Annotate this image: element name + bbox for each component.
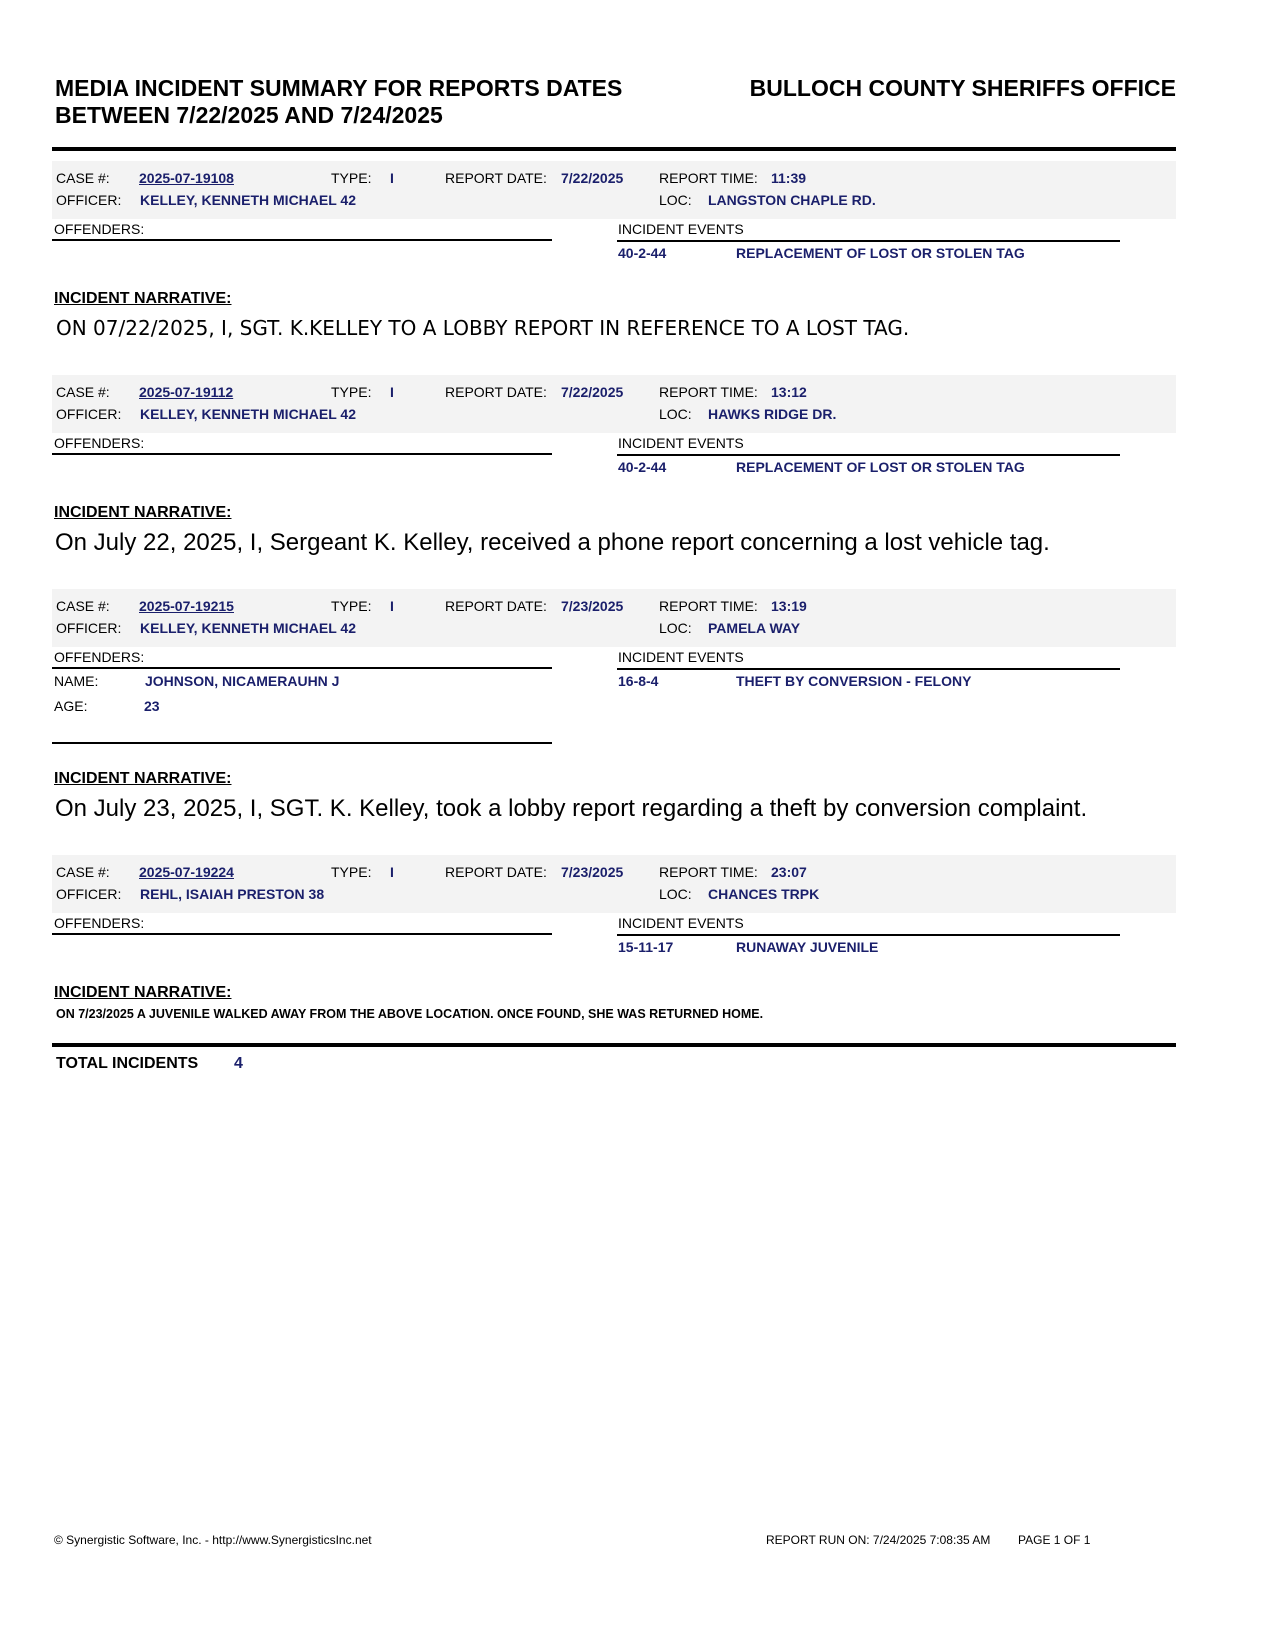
loc-label: LOC: xyxy=(659,192,692,208)
event-description: THEFT BY CONVERSION - FELONY xyxy=(736,673,972,689)
case-label: CASE #: xyxy=(56,598,110,614)
type-label: TYPE: xyxy=(331,384,372,400)
report-date-value: 7/22/2025 xyxy=(561,170,624,186)
officer-value: KELLEY, KENNETH MICHAEL 42 xyxy=(140,192,356,208)
officer-label: OFFICER: xyxy=(56,406,122,422)
narrative-text: ON 7/23/2025 A JUVENILE WALKED AWAY FROM THE ABOVE LOCATION. ONCE FOUND, SHE WAS RETURNED HOME. xyxy=(56,1007,764,1021)
report-title-line2: BETWEEN 7/22/2025 AND 7/24/2025 xyxy=(55,102,443,128)
type-value: I xyxy=(390,170,394,186)
narrative-heading: INCIDENT NARRATIVE: xyxy=(54,984,232,1001)
offenders-rule xyxy=(52,239,552,241)
narrative-text: On July 23, 2025, I, SGT. K. Kelley, took a lobby report regarding a theft by conversion complaint. xyxy=(55,795,1088,822)
officer-value: KELLEY, KENNETH MICHAEL 42 xyxy=(140,620,356,636)
report-time-value: 11:39 xyxy=(771,170,807,186)
case-number-link[interactable]: 2025-07-19215 xyxy=(139,598,234,614)
event-code: 16-8-4 xyxy=(618,673,659,689)
narrative-heading: INCIDENT NARRATIVE: xyxy=(54,770,232,787)
report-title xyxy=(55,75,622,129)
report-time-value: 13:19 xyxy=(771,598,807,614)
offenders-rule xyxy=(52,453,552,455)
loc-value: HAWKS RIDGE DR. xyxy=(708,406,837,422)
event-description: REPLACEMENT OF LOST OR STOLEN TAG xyxy=(736,459,1025,475)
offenders-rule xyxy=(52,933,552,935)
case-number-link[interactable]: 2025-07-19108 xyxy=(139,170,234,186)
officer-label: OFFICER: xyxy=(56,192,122,208)
summary-divider xyxy=(52,1043,1176,1047)
report-date-label: REPORT DATE: xyxy=(445,170,547,186)
case-label: CASE #: xyxy=(56,864,110,880)
report-date-label: REPORT DATE: xyxy=(445,384,547,400)
loc-label: LOC: xyxy=(659,886,692,902)
footer-report-run: REPORT RUN ON: 7/24/2025 7:08:35 AM xyxy=(766,1533,991,1547)
report-time-value: 23:07 xyxy=(771,864,807,880)
report-time-label: REPORT TIME: xyxy=(659,170,758,186)
offender-age-value: 23 xyxy=(144,698,160,714)
loc-label: LOC: xyxy=(659,406,692,422)
total-incidents-value: 4 xyxy=(234,1055,243,1072)
offenders-label: OFFENDERS: xyxy=(54,435,145,451)
offenders-label: OFFENDERS: xyxy=(54,649,145,665)
total-incidents-label: TOTAL INCIDENTS xyxy=(56,1055,199,1072)
report-date-label: REPORT DATE: xyxy=(445,598,547,614)
organization-name: BULLOCH COUNTY SHERIFFS OFFICE xyxy=(749,75,1176,101)
loc-value: PAMELA WAY xyxy=(708,620,801,636)
offenders-rule xyxy=(52,667,552,669)
footer-page-number: PAGE 1 OF 1 xyxy=(1018,1533,1091,1547)
narrative-text: On July 22, 2025, I, Sergeant K. Kelley, received a phone report concerning a lost vehicle tag. xyxy=(55,529,1050,556)
loc-value: LANGSTON CHAPLE RD. xyxy=(708,192,876,208)
incident-events-label: INCIDENT EVENTS xyxy=(618,649,744,665)
loc-value: CHANCES TRPK xyxy=(708,886,820,902)
incident-events-rule xyxy=(617,934,1120,936)
report-time-value: 13:12 xyxy=(771,384,807,400)
type-label: TYPE: xyxy=(331,598,372,614)
officer-label: OFFICER: xyxy=(56,620,122,636)
offender-name-value: JOHNSON, NICAMERAUHN J xyxy=(145,673,340,689)
offenders-label: OFFENDERS: xyxy=(54,221,145,237)
offenders-bottom-rule xyxy=(52,742,552,744)
event-description: RUNAWAY JUVENILE xyxy=(736,939,879,955)
incident-events-label: INCIDENT EVENTS xyxy=(618,435,744,451)
incident-events-rule xyxy=(617,454,1120,456)
event-code: 15-11-17 xyxy=(618,939,674,955)
report-time-label: REPORT TIME: xyxy=(659,384,758,400)
incident-events-rule xyxy=(617,668,1120,670)
incident-events-rule xyxy=(617,240,1120,242)
narrative-text: ON 07/22/2025, I, SGT. K.KELLEY TO A LOBBY REPORT IN REFERENCE TO A LOST TAG. xyxy=(56,316,910,340)
report-date-value: 7/23/2025 xyxy=(561,598,624,614)
officer-value: KELLEY, KENNETH MICHAEL 42 xyxy=(140,406,356,422)
event-code: 40-2-44 xyxy=(618,459,667,475)
event-code: 40-2-44 xyxy=(618,245,667,261)
offenders-label: OFFENDERS: xyxy=(54,915,145,931)
type-value: I xyxy=(390,384,394,400)
case-label: CASE #: xyxy=(56,384,110,400)
narrative-heading: INCIDENT NARRATIVE: xyxy=(54,504,232,521)
type-label: TYPE: xyxy=(331,170,372,186)
footer-copyright: © Synergistic Software, Inc. - http://www.SynergisticsInc.net xyxy=(54,1533,372,1547)
type-value: I xyxy=(390,864,394,880)
type-value: I xyxy=(390,598,394,614)
offender-name-label: NAME: xyxy=(54,673,99,689)
incident-events-label: INCIDENT EVENTS xyxy=(618,221,744,237)
report-time-label: REPORT TIME: xyxy=(659,598,758,614)
report-time-label: REPORT TIME: xyxy=(659,864,758,880)
type-label: TYPE: xyxy=(331,864,372,880)
report-date-value: 7/22/2025 xyxy=(561,384,624,400)
report-date-label: REPORT DATE: xyxy=(445,864,547,880)
event-description: REPLACEMENT OF LOST OR STOLEN TAG xyxy=(736,245,1025,261)
incident-events-label: INCIDENT EVENTS xyxy=(618,915,744,931)
report-date-value: 7/23/2025 xyxy=(561,864,624,880)
header-divider xyxy=(52,147,1176,151)
case-number-link[interactable]: 2025-07-19224 xyxy=(139,864,234,880)
offender-age-label: AGE: xyxy=(54,698,88,714)
narrative-heading: INCIDENT NARRATIVE: xyxy=(54,290,232,307)
loc-label: LOC: xyxy=(659,620,692,636)
officer-label: OFFICER: xyxy=(56,886,122,902)
case-label: CASE #: xyxy=(56,170,110,186)
officer-value: REHL, ISAIAH PRESTON 38 xyxy=(140,886,325,902)
report-title-line1: MEDIA INCIDENT SUMMARY FOR REPORTS DATES xyxy=(55,75,623,101)
case-number-link[interactable]: 2025-07-19112 xyxy=(139,384,234,400)
